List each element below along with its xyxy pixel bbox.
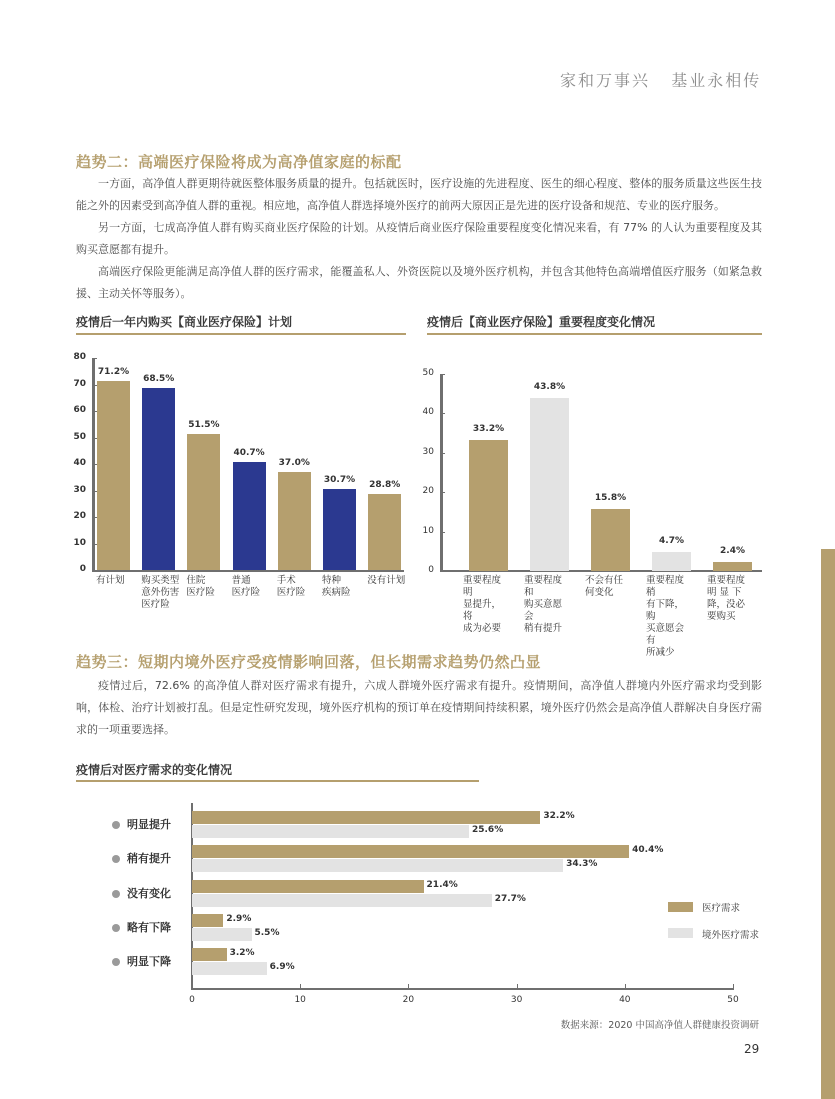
category-label-line: 特种: [322, 575, 342, 586]
bar: [591, 509, 630, 571]
y-tick-label: 10: [422, 525, 434, 536]
y-axis: [440, 374, 443, 572]
y-tick-mark: [440, 492, 445, 493]
chart-title: 疫情后【商业医疗保险】重要程度变化情况: [427, 315, 656, 329]
bar-value-label: 27.7%: [494, 893, 526, 904]
legend-label: 医疗需求: [702, 903, 741, 914]
y-tick-mark: [440, 374, 445, 375]
category-label-line: 医疗险: [141, 599, 170, 610]
paragraph: 疫情过后，72.6% 的高净值人群对医疗需求有提升，六成人群境外医疗需求有提升。疫情期间，高净值人群境内外医疗需求均受到影响，体检、治疗计划被打乱。但是定性研究发现，境外医疗机构的预订单在疫情期间持续积累，境外医疗仍然会是高净值人群解决自身医疗需求的一项重要选择。: [76, 679, 762, 736]
bar-medical-demand: [192, 845, 629, 858]
category-label: 略有下降: [127, 920, 171, 934]
category-label-line: 重要程度和: [524, 575, 563, 598]
category-label: [524, 575, 568, 635]
x-tick-mark: [300, 984, 301, 989]
bullet-dot: [112, 855, 120, 863]
bar-value-label: 37.0%: [278, 457, 310, 468]
category-label-line: 要购买: [707, 611, 736, 622]
category-label-line: 手术: [276, 575, 296, 586]
category-label: 稍有提升: [127, 852, 171, 866]
bar: [278, 472, 311, 570]
bar-value-label: 2.9%: [226, 913, 252, 924]
title-underline: [427, 333, 762, 335]
bar-value-label: 43.8%: [533, 382, 566, 393]
y-tick-label: 40: [422, 407, 434, 418]
bullet-dot: [112, 958, 120, 966]
category-label: [232, 575, 261, 599]
data-source-note: 数据来源：2020 中国高净值人群健康投资调研: [560, 1020, 759, 1031]
category-label: 没有变化: [127, 886, 171, 900]
x-axis: [191, 988, 734, 990]
category-label: 明显下降: [127, 955, 171, 969]
bar-medical-demand: [192, 811, 540, 824]
bar-value-label: 25.6%: [471, 825, 504, 835]
category-label-line: 显提升，将: [463, 599, 502, 622]
bullet-dot: [112, 821, 120, 829]
bar-value-label: 33.2%: [472, 424, 505, 435]
y-tick-mark: [440, 453, 445, 454]
category-label-line: 住院: [186, 575, 206, 586]
bar: [469, 440, 508, 571]
bar-overseas-demand: [192, 894, 492, 907]
bar: [97, 381, 130, 570]
bullet-dot: [112, 924, 120, 932]
legend-swatch-medical-demand: [668, 902, 693, 912]
bar-value-label: 68.5%: [143, 374, 175, 385]
bar-overseas-demand: [192, 962, 267, 975]
y-tick-mark: [92, 570, 97, 571]
header-motto: 家和万事兴 基业永相传: [560, 71, 762, 90]
bar: [187, 434, 220, 570]
category-label-line: 买意愿会有: [646, 623, 685, 646]
paragraph: 一方面，高净值人群更期待就医整体服务质量的提升。包括就医时，医疗设施的先进程度、医生的细心程度、整体的服务质量这些医生技能之外的因素受到高净值人群的重视。相应地，高净值人群选择境外医疗的前两大原因正是先进的医疗设备和规范、专业的医疗服务。: [76, 177, 762, 212]
category-label-line: 疾病险: [322, 587, 351, 598]
category-label-line: 降，没必: [707, 599, 746, 610]
bar-value-label: 15.8%: [594, 492, 627, 503]
legend-label: 境外医疗需求: [702, 930, 760, 941]
bar: [323, 489, 356, 570]
x-tick-label: 10: [294, 995, 306, 1005]
y-tick-label: 0: [428, 565, 434, 575]
y-tick-mark: [440, 532, 445, 533]
category-label-line: 成为必要: [463, 623, 502, 634]
bar: [652, 552, 691, 571]
category-label-line: 重要程度稍: [646, 575, 685, 598]
bar-value-label: 34.3%: [566, 859, 598, 870]
category-label: [322, 575, 351, 599]
y-tick-label: 50: [73, 431, 86, 442]
decorative-side-bar: [821, 549, 835, 1099]
paragraph: 高端医疗保险更能满足高净值人群的医疗需求，能覆盖私人、外资医院以及境外医疗机构，并包含其他特色高端增值医疗服务（如紧急救援、主动关怀等服务）。: [76, 265, 762, 300]
category-label: [367, 575, 405, 587]
x-tick-mark: [625, 984, 626, 989]
bar-value-label: 3.2%: [229, 948, 255, 959]
category-label: [585, 575, 629, 599]
bar-value-label: 6.9%: [269, 962, 295, 973]
x-axis: [92, 570, 404, 572]
x-tick-label: 50: [727, 995, 739, 1005]
x-tick-mark: [408, 984, 409, 989]
bar-value-label: 40.7%: [233, 448, 265, 459]
y-tick-label: 10: [73, 537, 86, 548]
category-label-line: 医疗险: [276, 587, 306, 598]
category-label: [646, 575, 690, 659]
y-axis: [92, 358, 95, 572]
y-tick-label: 30: [73, 484, 86, 495]
category-label-line: 医疗险: [186, 587, 215, 598]
bar-medical-demand: [192, 914, 223, 927]
paragraph: 另一方面，七成高净值人群有购买商业医疗保险的计划。从疫情后商业医疗保险重要程度变化情况来看，有 77% 的人认为重要程度及其购买意愿都有提升。: [76, 221, 762, 256]
bar-value-label: 21.4%: [426, 879, 458, 890]
bar-value-label: 40.4%: [632, 845, 664, 856]
x-tick-mark: [517, 984, 518, 989]
category-label-line: 所减少: [646, 647, 675, 658]
bar: [233, 462, 266, 570]
bar-value-label: 5.5%: [254, 927, 280, 938]
category-label: [141, 575, 179, 611]
bar-value-label: 32.2%: [543, 811, 575, 821]
x-tick-mark: [192, 984, 193, 989]
x-tick-label: 0: [189, 995, 195, 1005]
section-heading-trend-3: 趋势三：短期内境外医疗受疫情影响回落，但长期需求趋势仍然凸显: [76, 653, 542, 671]
category-label-line: 重要程度明: [463, 575, 502, 598]
section-heading-trend-2: 趋势二：高端医疗保险将成为高净值家庭的标配: [76, 153, 402, 171]
title-underline: [76, 333, 406, 335]
category-label-line: 购买意愿会: [524, 599, 563, 622]
bar-value-label: 71.2%: [97, 367, 130, 378]
y-tick-mark: [440, 413, 445, 414]
bar-value-label: 2.4%: [720, 545, 745, 556]
category-label: [96, 575, 125, 587]
category-label-line: 明 显 下: [707, 587, 742, 598]
bar: [713, 562, 752, 571]
bar: [530, 398, 569, 571]
bar: [142, 388, 175, 570]
bar-value-label: 4.7%: [659, 536, 684, 547]
category-label-line: 不会有任: [585, 575, 624, 586]
bar-overseas-demand: [192, 859, 563, 872]
bar-medical-demand: [192, 880, 424, 893]
category-label-line: 医疗险: [231, 587, 261, 598]
legend-swatch-overseas-demand: [668, 928, 693, 938]
category-label-line: 没有计划: [367, 575, 406, 586]
bar-value-label: 51.5%: [188, 419, 220, 430]
y-tick-label: 80: [73, 352, 86, 362]
category-label: [463, 575, 507, 635]
y-tick-label: 20: [422, 486, 434, 497]
page-number: 29: [744, 1042, 760, 1056]
bar-medical-demand: [192, 948, 227, 961]
category-label-line: 有计划: [96, 575, 125, 586]
y-tick-label: 50: [422, 368, 434, 378]
bar-value-label: 28.8%: [369, 479, 401, 490]
x-tick-label: 40: [619, 995, 631, 1005]
y-tick-label: 20: [73, 511, 86, 521]
y-tick-label: 60: [73, 405, 86, 415]
category-label-line: 何变化: [585, 587, 614, 598]
y-tick-label: 0: [79, 564, 86, 574]
category-label-line: 稍有提升: [524, 623, 563, 634]
x-tick-label: 20: [402, 995, 415, 1005]
bar: [368, 494, 401, 570]
x-tick-mark: [733, 984, 734, 989]
category-label-line: 重要程度: [707, 575, 746, 586]
chart-title: 疫情后一年内购买【商业医疗保险】计划: [76, 315, 293, 329]
category-label: [707, 575, 751, 623]
y-tick-label: 40: [73, 458, 86, 468]
category-label-line: 有下降，购: [646, 599, 685, 622]
bar-value-label: 30.7%: [323, 474, 356, 485]
y-tick-mark: [440, 571, 445, 572]
category-label: [186, 575, 215, 599]
y-tick-label: 30: [422, 446, 434, 457]
bar-overseas-demand: [192, 928, 252, 941]
bullet-dot: [112, 890, 120, 898]
y-tick-label: 70: [73, 378, 86, 389]
title-underline: [76, 780, 479, 782]
category-label-line: 普通: [231, 575, 251, 586]
y-tick-mark: [92, 358, 97, 359]
chart-title: 疫情后对医疗需求的变化情况: [76, 763, 233, 777]
category-label-line: 购买类型: [141, 575, 180, 586]
category-label: [277, 575, 306, 599]
bar-overseas-demand: [192, 825, 469, 838]
category-label-line: 意外伤害: [141, 587, 180, 598]
x-tick-label: 30: [510, 995, 523, 1005]
category-label: 明显提升: [127, 818, 171, 831]
